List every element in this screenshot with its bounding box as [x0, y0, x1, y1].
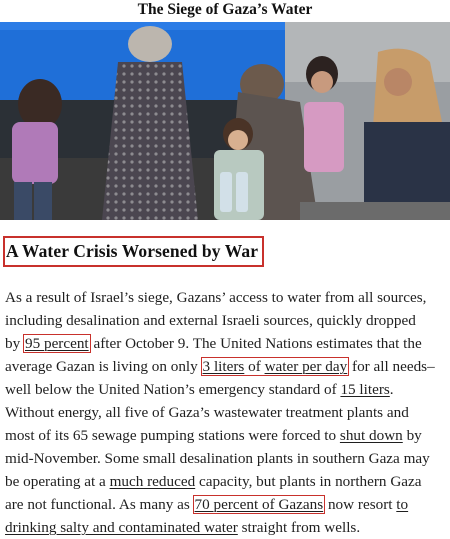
section-heading-box — [3, 236, 264, 267]
article-body — [5, 286, 447, 539]
link-to-drinking[interactable]: to — [396, 496, 409, 513]
text: most of its 65 sewage pumping stations were forced to — [5, 427, 340, 444]
text: average Gazan is living on only — [5, 358, 202, 375]
link-much-reduced[interactable]: much reduced — [109, 473, 196, 490]
page-title: The Siege of Gaza’s Water — [137, 1, 313, 18]
article-line — [5, 401, 447, 424]
highlight-3-liters — [202, 358, 349, 375]
article-line — [5, 286, 447, 309]
article-line — [5, 378, 447, 401]
article-line — [5, 309, 447, 332]
text: including desalination and external Israeli sources, quickly dropped — [5, 312, 416, 329]
link-shut-down[interactable]: shut down — [339, 427, 403, 444]
link-water-per-day[interactable]: water per day — [264, 358, 348, 375]
article-line — [5, 447, 447, 470]
text: mid-November. Some small desalination plants in southern Gaza may — [5, 450, 430, 467]
text: capacity, but plants in northern Gaza — [195, 473, 422, 490]
hero-photo — [0, 22, 450, 220]
article-line — [5, 493, 447, 516]
text: after October 9. The United Nations estimates that the — [89, 335, 422, 352]
text: by — [5, 335, 24, 352]
link-70-percent-of-gazans[interactable]: 70 percent of Gazans — [194, 496, 324, 513]
text: for all needs– — [348, 358, 435, 375]
article-line — [5, 424, 447, 447]
text: now resort — [324, 496, 397, 513]
article-line — [5, 355, 447, 378]
link-3-liters[interactable]: 3 liters — [202, 358, 245, 375]
text: Without energy, all five of Gaza’s wastewater treatment plants and — [5, 404, 409, 421]
text: of — [244, 358, 265, 375]
link-15-liters[interactable]: 15 liters — [340, 381, 390, 398]
section-heading: A Water Crisis Worsened by War — [6, 241, 259, 261]
text: well below the United Nation’s emergency standard of — [5, 381, 341, 398]
text: . — [389, 381, 394, 398]
text: As a result of Israel’s siege, Gazans’ access to water from all sources, — [5, 289, 427, 306]
article-line — [5, 470, 447, 493]
text: are not functional. As many as — [5, 496, 194, 513]
text: straight from wells. — [237, 519, 361, 536]
text: be operating at a — [5, 473, 110, 490]
article-line — [5, 332, 447, 355]
article-line — [5, 516, 447, 539]
link-95-percent[interactable]: 95 percent — [24, 335, 89, 352]
link-drinking-salty-water[interactable]: drinking salty and contaminated water — [5, 519, 238, 536]
text: by — [402, 427, 422, 444]
